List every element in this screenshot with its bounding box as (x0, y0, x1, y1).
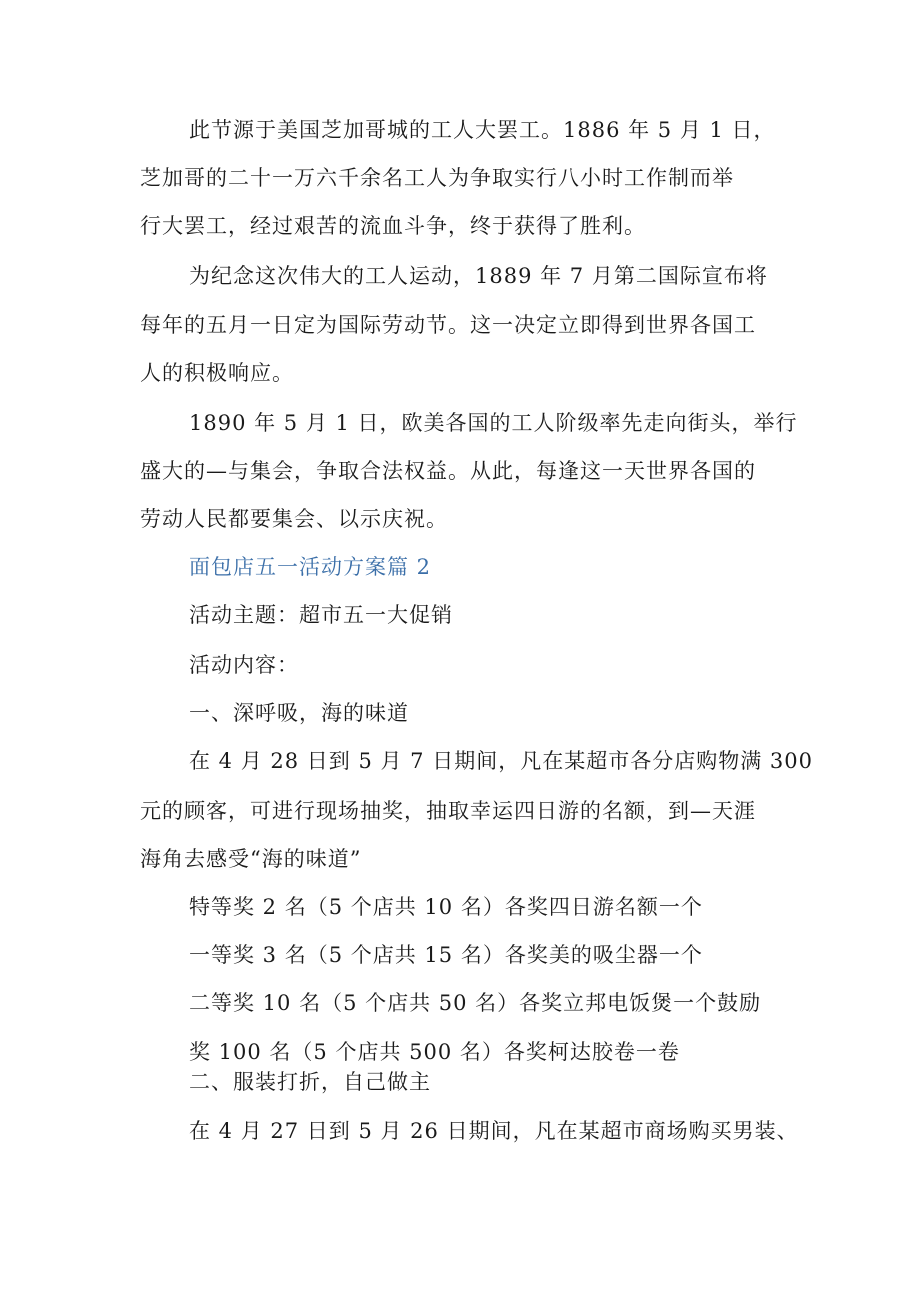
item-title: 二、服装打折，自己做主 (189, 1070, 431, 1094)
prize-line: 二等奖 10 名（5 个店共 50 名）各奖立邦电饭煲一个鼓励 (189, 991, 762, 1015)
activity-theme: 活动主题：超市五一大促销 (189, 603, 453, 627)
paragraph-line: 每年的五月一日定为国际劳动节。这一决定立即得到世界各国工 (140, 313, 756, 337)
paragraph-line: 在 4 月 28 日到 5 月 7 日期间，凡在某超市各分店购物满 300 (189, 749, 813, 773)
paragraph-line: 劳动人民都要集会、以示庆祝。 (140, 507, 448, 531)
prize-line: 一等奖 3 名（5 个店共 15 名）各奖美的吸尘器一个 (189, 943, 703, 967)
prize-line: 特等奖 2 名（5 个店共 10 名）各奖四日游名额一个 (189, 895, 703, 919)
paragraph-line: 芝加哥的二十一万六千余名工人为争取实行八小时工作制而举 (140, 166, 734, 190)
paragraph-line: 为纪念这次伟大的工人运动，1889 年 7 月第二国际宣布将 (189, 264, 768, 288)
paragraph-line: 人的积极响应。 (140, 361, 294, 385)
paragraph-line: 盛大的—与集会，争取合法权益。从此，每逢这一天世界各国的 (140, 459, 756, 483)
section-heading: 面包店五一活动方案篇 2 (189, 555, 432, 579)
activity-content-label: 活动内容： (189, 653, 299, 677)
item-title: 一、深呼吸，海的味道 (189, 701, 409, 725)
paragraph-line: 行大罢工，经过艰苦的流血斗争，终于获得了胜利。 (140, 214, 646, 238)
paragraph-line: 元的顾客，可进行现场抽奖，抽取幸运四日游的名额，到—天涯 (140, 799, 756, 823)
paragraph-line: 1890 年 5 月 1 日，欧美各国的工人阶级率先走向街头，举行 (189, 411, 798, 435)
paragraph-line: 海角去感受“海的味道” (140, 847, 362, 871)
paragraph-line: 此节源于美国芝加哥城的工人大罢工。1886 年 5 月 1 日， (189, 118, 776, 142)
paragraph-line: 在 4 月 27 日到 5 月 26 日期间，凡在某超市商场购买男装、 (189, 1119, 799, 1143)
prize-line: 奖 100 名（5 个店共 500 名）各奖柯达胶卷一卷 (189, 1040, 680, 1064)
